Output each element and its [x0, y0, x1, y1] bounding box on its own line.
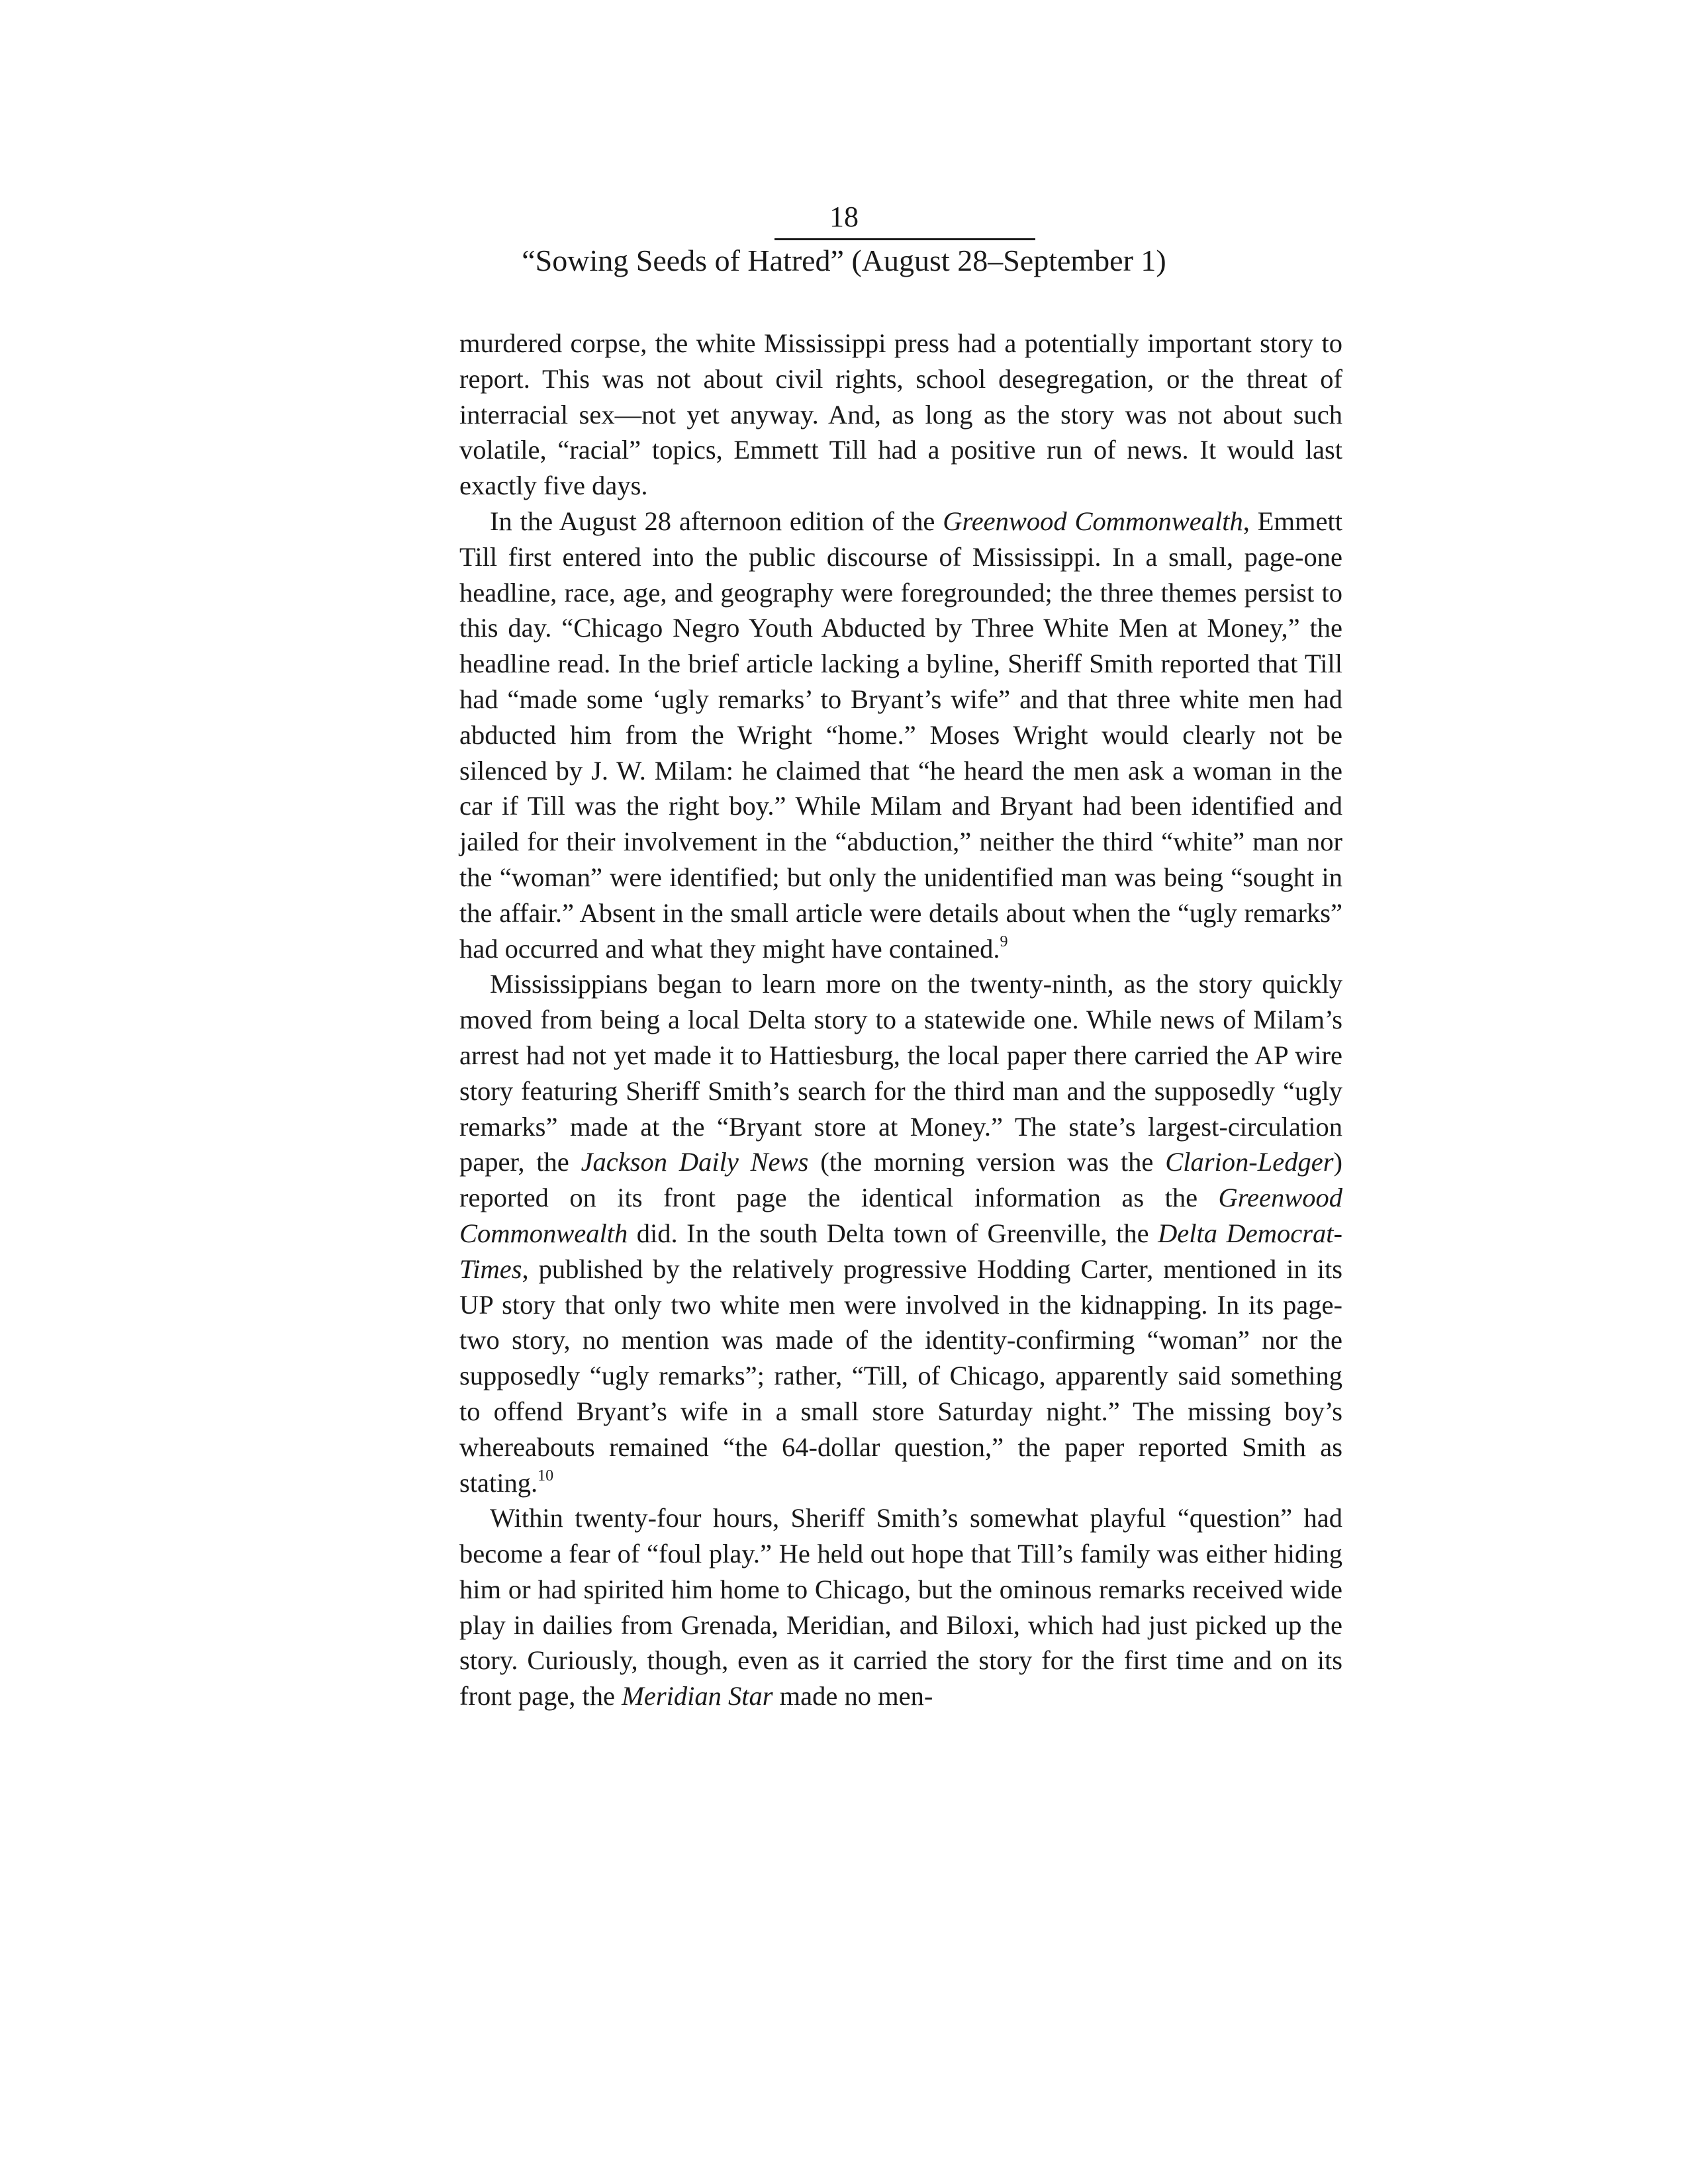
text-segment: , published by the relatively progressive Hodding Carter, mentioned in its UP story that only two white men were involved in the kidnapping. In its page-two story, no mention was made of the identity-confirming “woman” nor the supposedly “ugly remarks”; rather, “Till, of Chicago, apparently said something to offend Bryant’s wife in a small store Saturday night.” The missing boy’s whereabouts remained “the 64-dollar question,” the paper reported Smith as stating.	[459, 1253, 1342, 1498]
running-title: “Sowing Seeds of Hatred” (August 28–September 1)	[522, 244, 1166, 277]
page-number: 18	[829, 201, 859, 233]
text-segment: Within twenty-four hours, Sheriff Smith’s somewhat playful “question” had become a fear of “foul play.” He held out hope that Till’s family was either hiding him or had spirited him home to Chicago, but the ominous remarks received wide play in dailies from Grenada, Meridian, and Biloxi, which had just picked up the story. Curiously, though, even as it carried the story for the first time and on its front page, the	[459, 1503, 1342, 1711]
publication-title: Delta Democrat-Times	[459, 1218, 1342, 1284]
text-segment: , Emmett Till first entered into the public discourse of Mississippi. In a small, page-one headline, race, age, and geography were foregrounded; the three themes persist to this day. “Chicago Negro Youth Abducted by Three White Men at Money,” the headline read. In the brief article lacking a byline, Sheriff Smith reported that Till had “made some ‘ugly remarks’ to Bryant’s wife” and that three white men had abducted him from the Wright “home.” Moses Wright would clearly not be silenced by J. W. Milam: he claimed that “he heard the men ask a woman in the car if Till was the right boy.” While Milam and Bryant had been identified and jailed for their involvement in the “abduction,” neither the third “white” man nor the “woman” were identified; but only the unidentified man was being “sought in the affair.” Absent in the small article were details about when the “ugly remarks” had occurred and what they might have contained.	[459, 506, 1342, 964]
footnote-ref: 10	[538, 1467, 554, 1484]
publication-title: Clarion-Ledger	[1165, 1147, 1334, 1177]
text-segment: ) reported on its front page the identical information as the	[459, 1147, 1342, 1213]
publication-title: Greenwood Commonwealth	[943, 506, 1243, 536]
publication-title: Greenwood Commonwealth	[459, 1183, 1342, 1248]
body-text	[459, 326, 1342, 1714]
footnote-ref: 9	[1000, 933, 1008, 950]
paragraph-3	[459, 966, 1342, 1500]
paragraph-1	[459, 326, 1342, 504]
text-segment: Mississippians began to learn more on the twenty-ninth, as the story quickly moved from being a local Delta story to a statewide one. While news of Milam’s arrest had not yet made it to Hattiesburg, the local paper there carried the AP wire story featuring Sheriff Smith’s search for the third man and the supposedly “ugly remarks” made at the “Bryant store at Money.” The state’s largest-circulation paper, the	[459, 969, 1342, 1177]
paragraph-2	[459, 504, 1342, 966]
text-segment: made no men-	[773, 1681, 933, 1711]
paragraph-4	[459, 1500, 1342, 1714]
text-segment: In the August 28 afternoon edition of the	[490, 506, 943, 536]
text-segment: did. In the south Delta town of Greenville, the	[628, 1218, 1158, 1248]
text-segment: (the morning version was the	[808, 1147, 1166, 1177]
text-segment: murdered corpse, the white Mississippi press had a potentially important story to report. This was not about civil rights, school desegregation, or the threat of interracial sex—not yet anyway. And, as long as the story was not about such volatile, “racial” topics, Emmett Till had a positive run of news. It would last exactly five days.	[459, 328, 1342, 501]
publication-title: Meridian Star	[622, 1681, 773, 1711]
publication-title: Jackson Daily News	[581, 1147, 809, 1177]
